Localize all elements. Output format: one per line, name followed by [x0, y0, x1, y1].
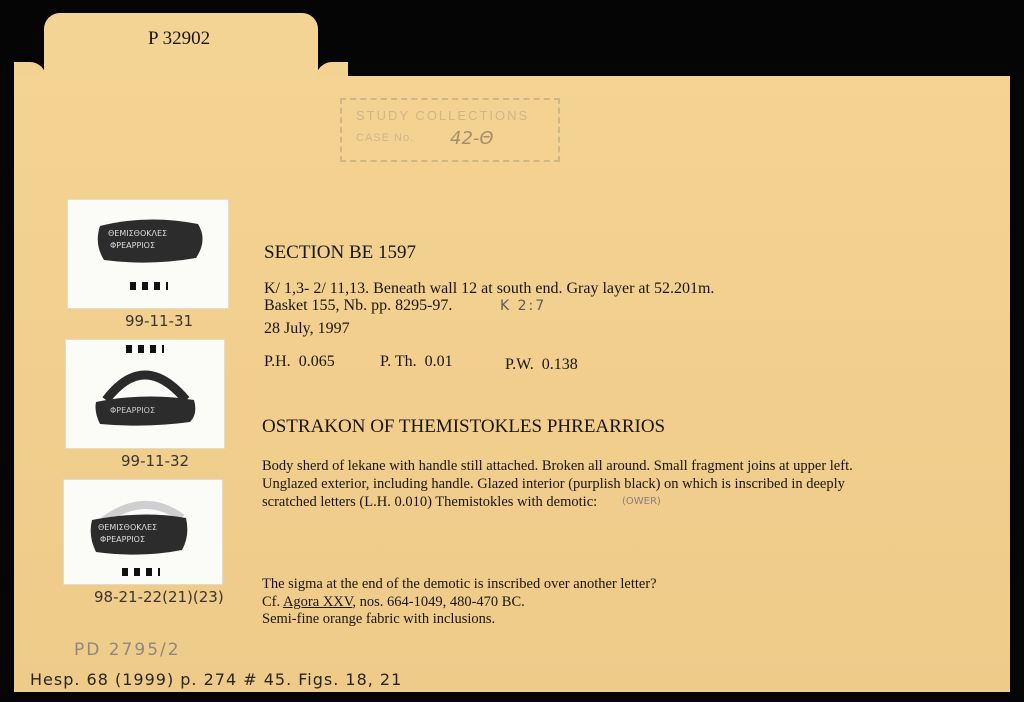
dimension-thickness	[380, 353, 453, 371]
description-line-3: scratched letters (L.H. 0.010) Themistokles with demotic:	[262, 494, 598, 510]
study-collections-stamp	[340, 98, 560, 162]
catalog-number: P 32902	[148, 28, 211, 49]
dimension-value: 0.138	[541, 356, 578, 373]
note-reference	[262, 594, 525, 611]
sherd-image-2	[66, 340, 224, 448]
note-fabric: Semi-fine orange fabric with inclusions.	[262, 611, 496, 627]
inscription-line-1: ΘΕΜΙΣΘΟΚΛΕΣ	[108, 229, 168, 238]
dimension-label: P. Th.	[380, 353, 417, 370]
inscription-line-1: ΘΕΜΙΣΘΟΚΛΕΣ	[98, 523, 158, 532]
pd-number: PD 2795/2	[74, 640, 181, 660]
location-line-2: Basket 155, Nb. pp. 8295-97.	[264, 297, 453, 314]
photo-2	[66, 340, 224, 448]
photo-3	[64, 480, 222, 584]
object-title: OSTRAKON OF THEMISTOKLES PHREARRIOS	[262, 416, 666, 437]
stamp-line1: STUDY COLLECTIONS	[356, 108, 530, 123]
dimension-label: P.W.	[505, 356, 534, 373]
excavation-date: 28 July, 1997	[264, 320, 350, 337]
inscription-line-2: ΦΡΕΑΡΡΙΟΣ	[110, 241, 156, 250]
tab-curve-left	[14, 62, 46, 78]
photo-3-caption: 98-21-22(21)(23)	[94, 588, 224, 606]
dimension-label: P.H.	[264, 353, 291, 370]
stamp-line2: CASE No.	[356, 132, 415, 144]
photo-2-caption: 99-11-32	[121, 452, 190, 470]
inscription-line-2: ΦΡΕΑΡΡΙΟΣ	[100, 535, 146, 544]
scale-bar	[130, 282, 168, 290]
scale-bar	[126, 345, 164, 353]
description-line-1: Body sherd of lekane with handle still attached. Broken all around. Small fragment joins at upper left.	[262, 458, 853, 474]
tab-curve-right	[316, 62, 348, 78]
dimension-value: 0.01	[424, 353, 453, 370]
location-line-1: K/ 1,3- 2/ 11,13. Beneath wall 12 at south end. Gray layer at 52.201m.	[264, 280, 715, 297]
photo-1	[68, 200, 228, 308]
note-cf-suffix: , nos. 664-1049, 480-470 BC.	[352, 594, 525, 610]
section-title: SECTION BE 1597	[264, 242, 416, 263]
agora-reference: Agora XXV	[282, 594, 353, 610]
description-line-2: Unglazed exterior, including handle. Glazed interior (purplish black) on which is inscribed in deeply	[262, 476, 845, 492]
note-sigma: The sigma at the end of the demotic is inscribed over another letter?	[262, 576, 657, 592]
grid-reference: K 2:7	[500, 298, 547, 314]
dimension-width	[505, 356, 578, 374]
hesperia-reference: Hesp. 68 (1999) p. 274 # 45. Figs. 18, 21	[30, 670, 403, 689]
sherd-image-1	[68, 200, 228, 308]
dimension-value: 0.065	[298, 353, 335, 370]
owner-note: (OWER)	[622, 496, 661, 507]
photo-1-caption: 99-11-31	[125, 312, 194, 330]
stamp-case-number: 42-Θ	[450, 128, 494, 149]
scale-bar	[122, 568, 160, 576]
inscription-line-1: ΦΡΕΑΡΡΙΟΣ	[110, 406, 156, 415]
note-cf: Cf.	[262, 594, 281, 610]
dimension-height	[264, 353, 335, 371]
